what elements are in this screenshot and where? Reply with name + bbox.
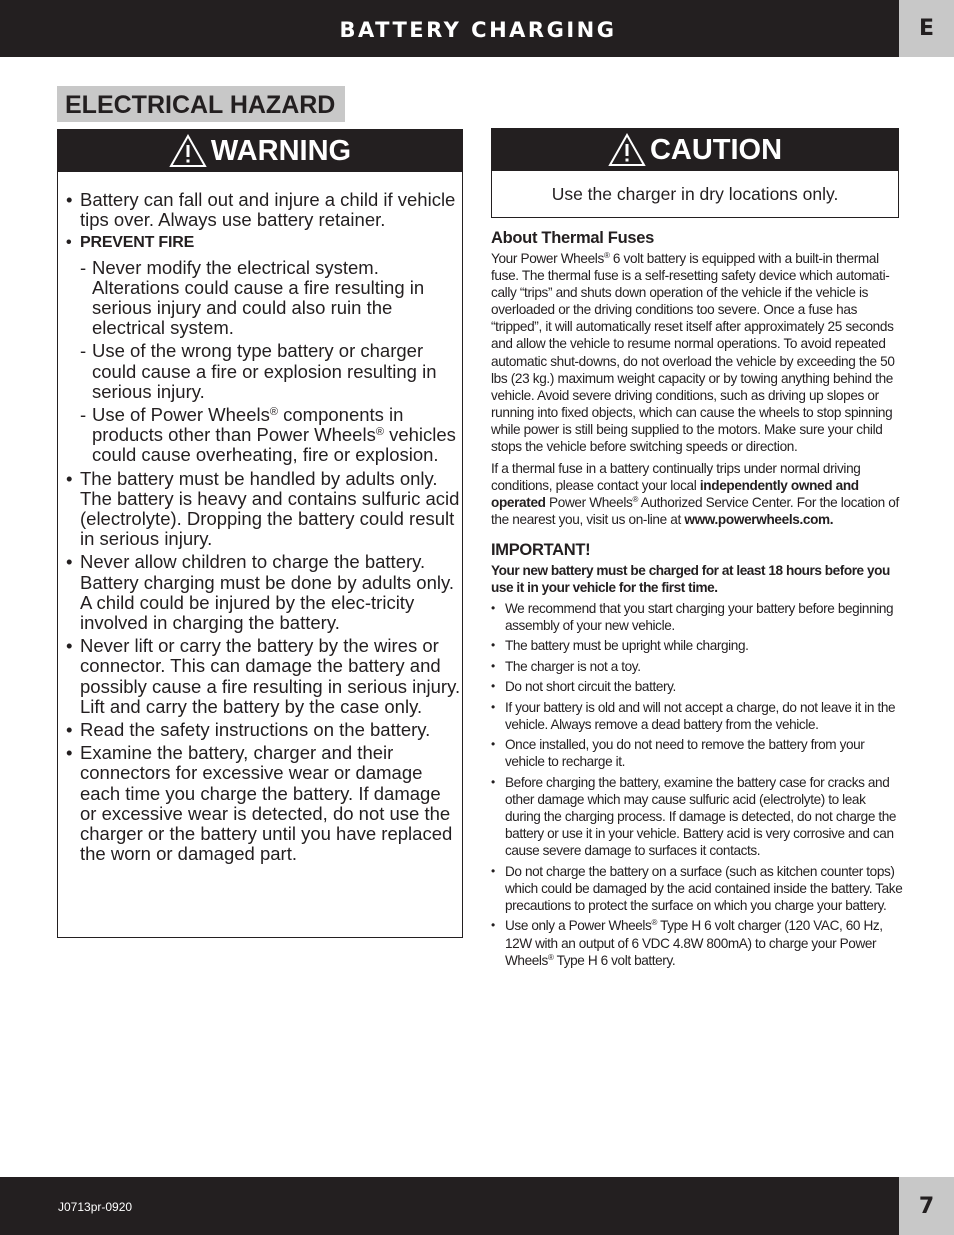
caution-title: CAUTION: [649, 133, 783, 166]
prevent-fire-heading: • PREVENT FIRE: [64, 233, 462, 253]
warning-triangle-icon: [608, 133, 646, 167]
right-column: [491, 229, 903, 972]
section-tab: E: [899, 0, 954, 57]
warning-dash-item: - Use of Power Wheels® components in products other than Power Wheels® vehicles could cause overheating, fire or explosion.: [64, 405, 462, 466]
important-bullet: • Once installed, you do not need to remove the battery from your vehicle to recharge it.: [491, 736, 903, 770]
thermal-paragraph: Your Power Wheels® 6 volt battery is equipped with a built-in thermal fuse. The thermal fuse is a self-resetting safety device which automati-cally “trips” and shuts down operation of the vehicle if the vehicle is overloaded or the driving conditions too severe. Once a fuse has “tripped”, it will automatically reset itself after approximately 25 seconds and allow the vehicle to resume normal operations. To avoid repeated automatic shut-downs, do not overload the vehicle by exceeding the 50 lbs (23 kg.) maximum weight capacity or by towing anything behind the vehicle. Avoid severe driving conditions, such as driving up slopes or running into fixed objects, which can cause the wheels to stop spinning while power is still being supplied to the motors. Make sure your child stops the vehicle before switching speeds or direction.: [491, 251, 895, 455]
warning-bullet: • Battery can fall out and injure a child if vehicle tips over. Always use battery retainer.: [64, 190, 462, 230]
important-intro: Your new battery must be charged for at least 18 hours before you use it in your vehicle for the first time.: [491, 562, 890, 595]
caution-text: Use the charger in dry locations only.: [551, 184, 839, 204]
warning-bullet: • Never allow children to charge the battery. Battery charging must be done by adults only. A child could be injured by the elec-tricity involved in charging the battery.: [64, 552, 462, 633]
footer-bar: [0, 1177, 899, 1235]
important-bullet: • If your battery is old and will not accept a charge, do not leave it in the vehicle. Always remove a dead battery from the vehicle.: [491, 699, 903, 733]
document-code: J0713pr-0920: [58, 1200, 133, 1214]
warning-dash-item: - Use of the wrong type battery or charger could cause a fire or explosion resulting in serious injury.: [64, 341, 462, 402]
warning-title: WARNING: [210, 134, 352, 167]
caution-box: [491, 128, 899, 218]
warning-bullet: • Examine the battery, charger and their connectors for excessive wear or damage each time you charge the battery. If damage or excessive wear is detected, do not use the charger or the battery until you have replaced the worn or damaged part.: [64, 743, 462, 864]
thermal-fuses-heading: About Thermal Fuses: [491, 229, 654, 247]
website-link: www.powerwheels.com.: [684, 512, 834, 528]
warning-bullet: • The battery must be handled by adults only. The battery is heavy and contains sulfuric acid (electrolyte). Dropping the battery could result in serious injury.: [64, 469, 462, 550]
important-bullet: • Do not short circuit the battery.: [491, 678, 903, 695]
caution-header: [492, 129, 898, 171]
important-bullet: • We recommend that you start charging your battery before beginning assembly of your new vehicle.: [491, 600, 903, 634]
important-bullet: • Use only a Power Wheels® Type H 6 volt charger (120 VAC, 60 Hz, 12W with an output of 6 VDC 4.8W 800mA) to charge your Power Wheels® Type H 6 volt battery.: [491, 917, 903, 968]
warning-box: [57, 129, 463, 938]
warning-header: [58, 130, 462, 172]
important-bullet: • Before charging the battery, examine the battery case for cracks and other damage which may cause sulfuric acid (electrolyte) to leak during the charging process. If damage is detected, do not charge the battery or use it in your vehicle. Battery acid is very corrosive and can cause severe damage to surfaces it contacts.: [491, 774, 903, 859]
warning-bullet: • Read the safety instructions on the battery.: [64, 720, 462, 740]
page-number: 7: [899, 1177, 954, 1235]
important-bullet: • The battery must be upright while charging.: [491, 637, 903, 654]
important-bullet: • The charger is not a toy.: [491, 658, 903, 675]
thermal-paragraph: If a thermal fuse in a battery continually trips under normal driving conditions, please contact your local independently owned and operated Power Wheels® Authorized Service Center. For the location of the nearest you, visit us on-line at www.powerwheels.com.: [491, 461, 899, 528]
page-title: BATTERY CHARGING: [339, 18, 617, 42]
important-bullet: • Do not charge the battery on a surface (such as kitchen counter tops) which could be damaged by the acid contained inside the battery. Take precautions to protect the surface on which you charge your battery.: [491, 863, 903, 914]
warning-body: [58, 172, 462, 865]
electrical-hazard-label: ELECTRICAL HAZARD: [57, 86, 345, 122]
warning-bullet: • Never lift or carry the battery by the wires or connector. This can damage the battery and possibly cause a fire resulting in serious injury. Lift and carry the battery by the case only.: [64, 636, 462, 717]
important-heading: IMPORTANT!: [491, 540, 591, 559]
warning-triangle-icon: [169, 134, 207, 168]
warning-dash-item: - Never modify the electrical system. Alterations could cause a fire resulting in serious injury and could also ruin the electrical system.: [64, 258, 462, 339]
